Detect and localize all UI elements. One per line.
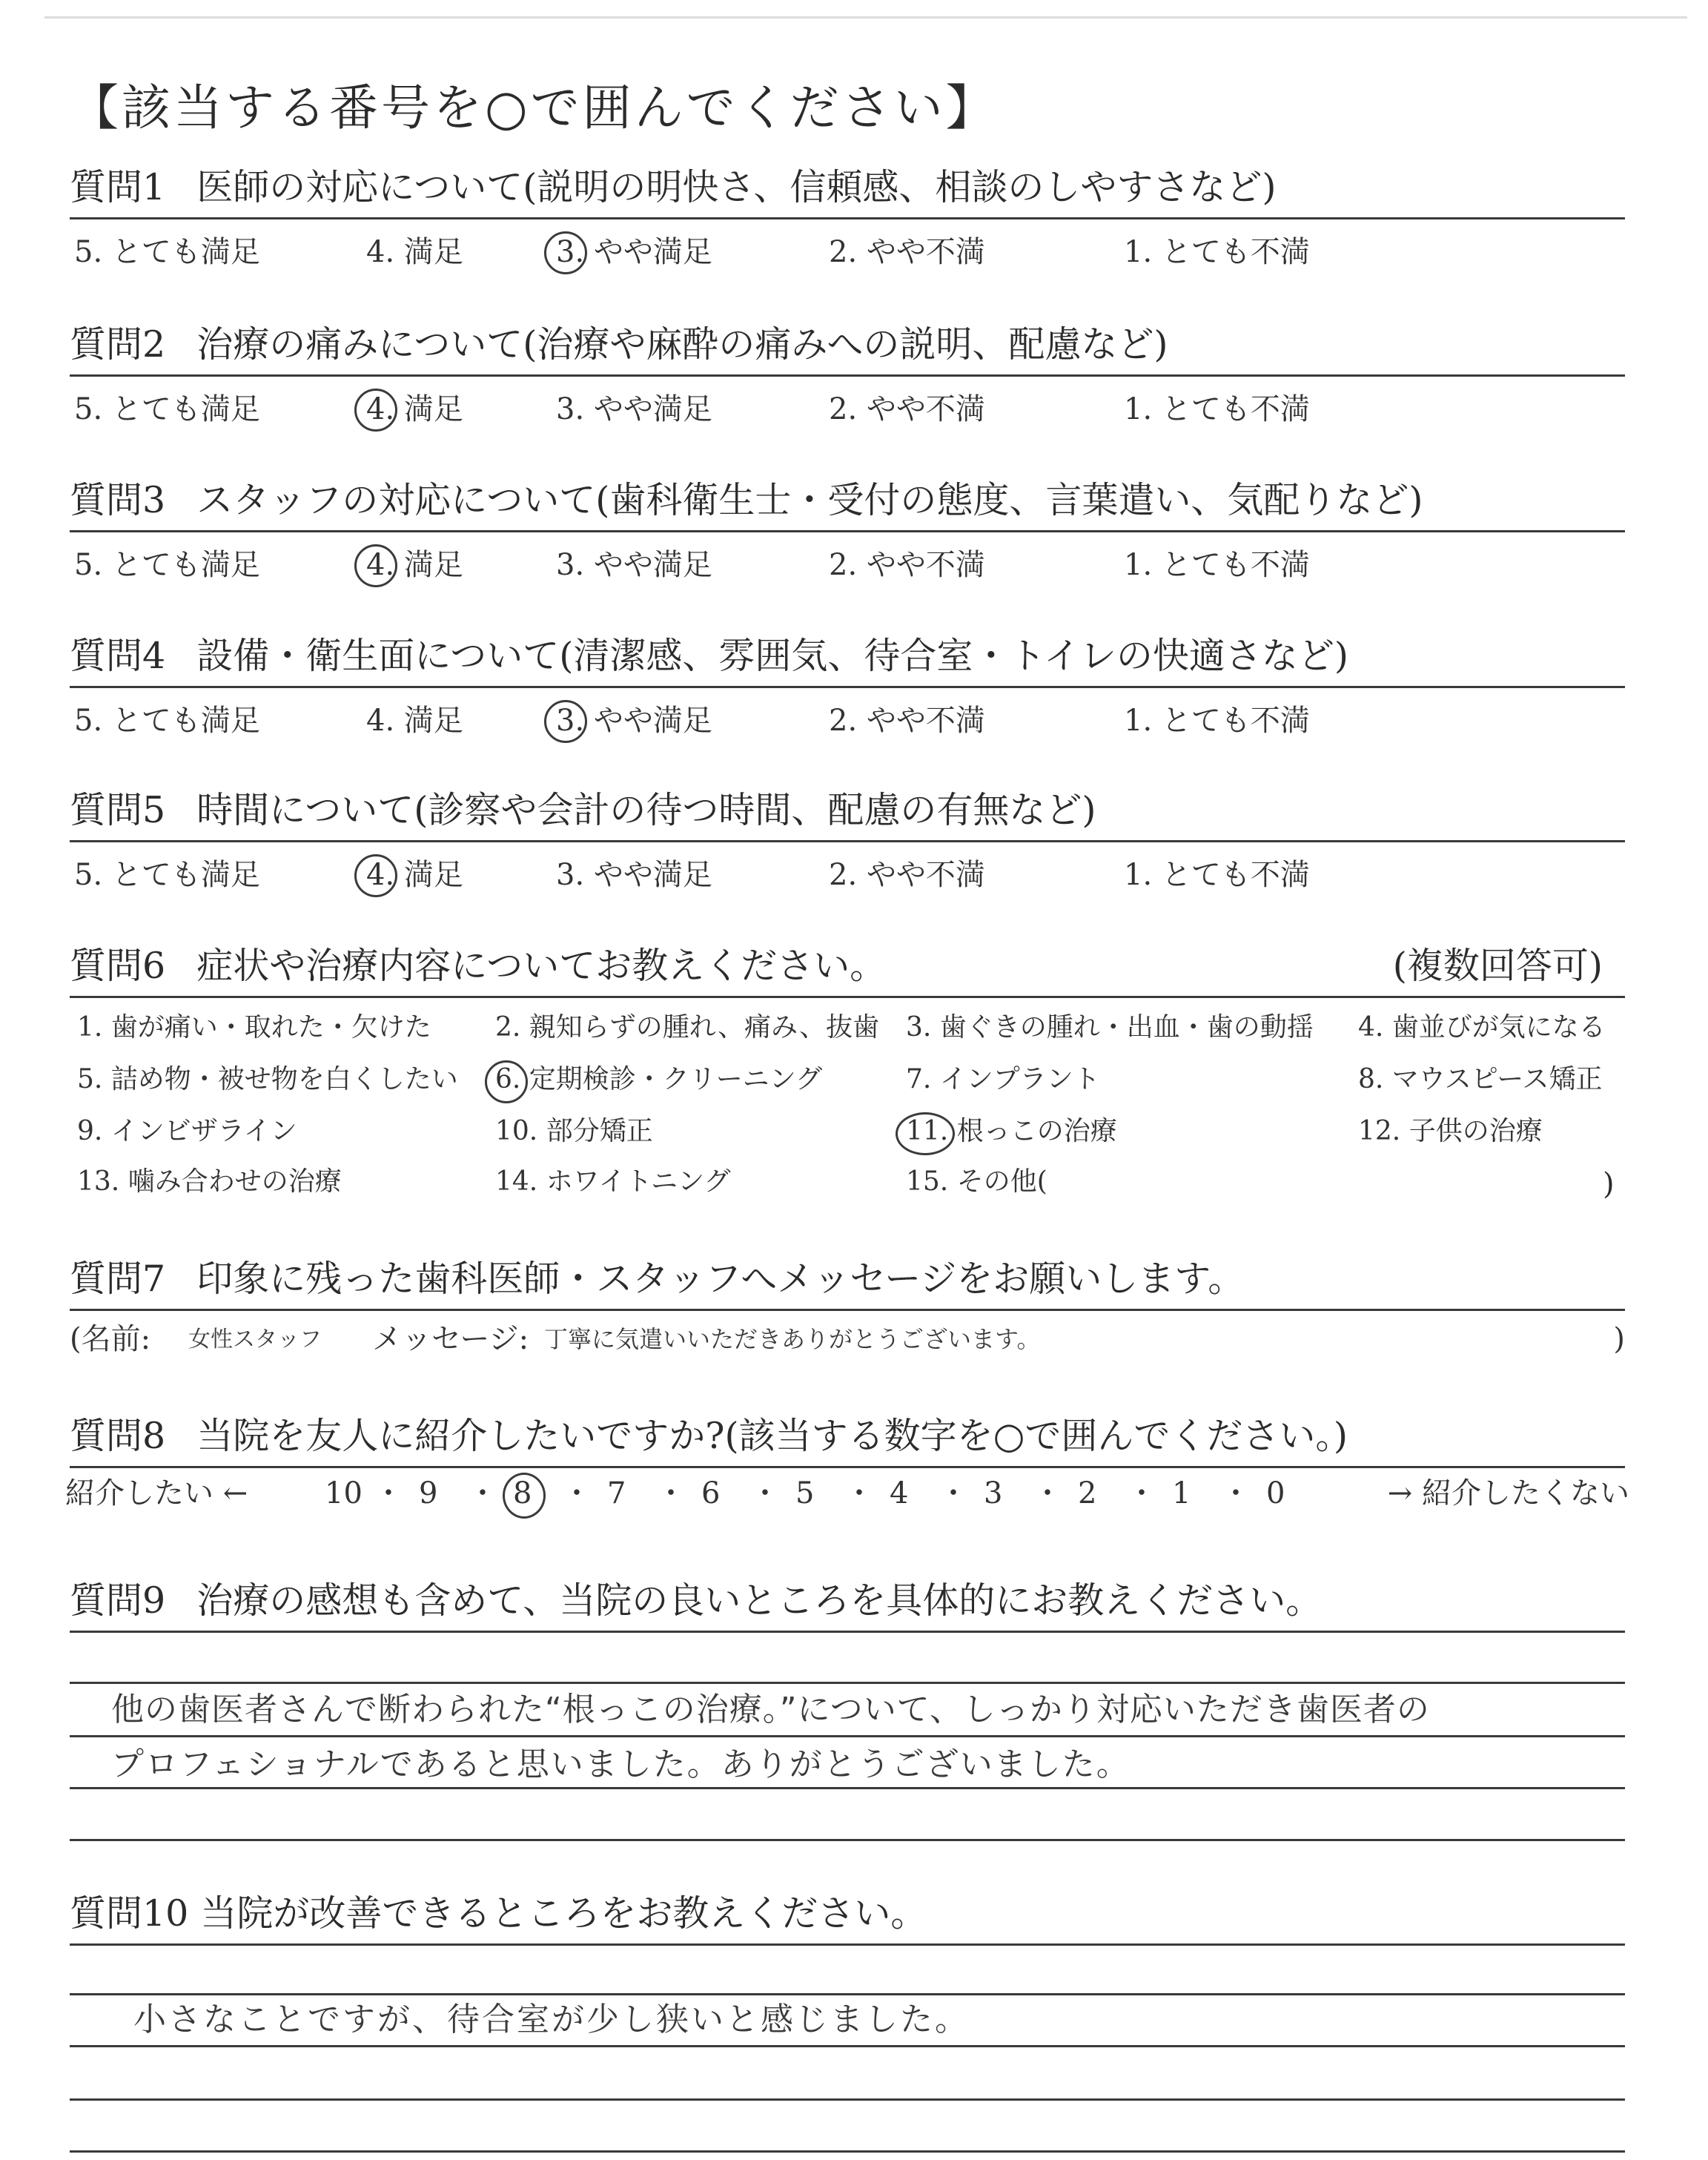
q9-handwritten-line-1[interactable]: 他の歯医者さんで断わられた“根っこの治療。”について、しっかり対応いただき歯医者の [111, 1691, 1430, 1728]
rating-option[interactable]: 1. とても不満 [1124, 858, 1310, 892]
scale-separator: ・ [939, 1476, 968, 1510]
rating-option[interactable]: 2. やや不満 [829, 548, 985, 582]
rating-option[interactable]: 4. 満足 [366, 704, 463, 738]
question-number: 質問4 [70, 635, 166, 677]
referral-scale-row [65, 1476, 1629, 1514]
selected-circle-mark [354, 389, 397, 432]
question-number: 質問3 [70, 479, 166, 521]
referral-score-0[interactable]: 0 [1266, 1476, 1285, 1510]
selected-circle-mark [896, 1112, 955, 1155]
page-title: 【該当する番号を○で囲んでください】 [70, 79, 998, 136]
scale-separator: ・ [468, 1476, 497, 1510]
close-paren: ) [1613, 1322, 1625, 1356]
rating-option[interactable]: 4. 満足 [366, 858, 463, 892]
symptom-option[interactable]: 3. 歯ぐきの腫れ・出血・歯の動揺 [906, 1012, 1314, 1043]
referral-score-1[interactable]: 1 [1172, 1476, 1191, 1510]
symptom-option[interactable]: 13. 噛み合わせの治療 [77, 1166, 342, 1197]
rating-option[interactable]: 3. やや満足 [556, 548, 712, 582]
referral-score-7[interactable]: 7 [607, 1476, 626, 1510]
question-3-heading [70, 479, 1625, 532]
answer-line [70, 2045, 1625, 2047]
question-7-heading [70, 1258, 1625, 1311]
question-text: 治療の痛みについて(治療や麻酔の痛みへの説明、配慮など) [196, 323, 1168, 366]
answer-line [70, 1787, 1625, 1789]
referral-left-label: 紹介したい ← [65, 1476, 248, 1510]
referral-right-label: → 紹介したくない [1387, 1476, 1629, 1510]
rating-option[interactable]: 1. とても不満 [1124, 392, 1310, 426]
question-text: 時間について(診察や会計の待つ時間、配慮の有無など) [196, 789, 1096, 831]
rating-option[interactable]: 5. とても満足 [74, 858, 260, 892]
question-text: 印象に残った歯科医師・スタッフへメッセージをお願いします。 [196, 1258, 1245, 1300]
referral-score-5[interactable]: 5 [795, 1476, 815, 1510]
referral-score-4[interactable]: 4 [890, 1476, 909, 1510]
rating-option[interactable]: 3. やや満足 [556, 704, 712, 738]
symptom-option[interactable]: 8. マウスピース矯正 [1358, 1064, 1603, 1094]
rating-option[interactable]: 2. やや不満 [829, 235, 985, 269]
question-1-options [70, 237, 1478, 271]
question-1-heading [70, 166, 1625, 219]
question-text: 当院が改善できるところをお教えください。 [200, 1892, 927, 1935]
q10-handwritten-line-1[interactable]: 小さなことですが、待合室が少し狭いと感じました。 [133, 2001, 970, 2038]
message-handwritten[interactable]: 丁寧に気遣いいただきありがとうございます。 [544, 1325, 1041, 1353]
other-close-paren: ) [1603, 1167, 1615, 1201]
question-number: 質問1 [70, 166, 166, 208]
question-number: 質問5 [70, 789, 166, 831]
rating-option[interactable]: 1. とても不満 [1124, 235, 1310, 269]
question-4-options [70, 706, 1478, 740]
answer-line [70, 1993, 1625, 1995]
question-3-options [70, 550, 1478, 584]
symptom-option[interactable]: 6. 定期検診・クリーニング [495, 1064, 823, 1094]
rating-option[interactable]: 1. とても不満 [1124, 704, 1310, 738]
rating-option[interactable]: 3. やや満足 [556, 858, 712, 892]
answer-line [70, 1735, 1625, 1737]
question-text: 医師の対応について(説明の明快さ、信頼感、相談のしやすさなど) [196, 166, 1277, 208]
scale-separator: ・ [1127, 1476, 1156, 1510]
selected-circle-mark [544, 700, 587, 743]
answer-line [70, 1839, 1625, 1841]
rating-option[interactable]: 2. やや不満 [829, 392, 985, 426]
question-text: 当院を友人に紹介したいですか?(該当する数字を○で囲んでください。) [196, 1415, 1348, 1457]
symptom-option[interactable]: 5. 詰め物・被せ物を白くしたい [77, 1064, 458, 1094]
rating-option[interactable]: 3. やや満足 [556, 235, 712, 269]
rating-option[interactable]: 5. とても満足 [74, 235, 260, 269]
answer-line [70, 2150, 1625, 2153]
rating-option[interactable]: 5. とても満足 [74, 548, 260, 582]
question-5-options [70, 860, 1478, 894]
question-number: 質問8 [70, 1415, 166, 1457]
referral-score-8[interactable]: 8 [513, 1476, 532, 1510]
question-10-heading [70, 1892, 1625, 1946]
selected-circle-mark [354, 854, 397, 897]
symptom-option[interactable]: 11. 根っこの治療 [906, 1116, 1117, 1146]
rating-option[interactable]: 1. とても不満 [1124, 548, 1310, 582]
scale-separator: ・ [844, 1476, 874, 1510]
selected-circle-mark [544, 231, 587, 274]
message-label: メッセージ: [372, 1322, 529, 1356]
name-label: (名前: [70, 1322, 151, 1356]
referral-score-3[interactable]: 3 [984, 1476, 1003, 1510]
question-text: 設備・衛生面について(清潔感、雰囲気、待合室・トイレの快適さなど) [196, 635, 1348, 677]
rating-option[interactable]: 4. 満足 [366, 392, 463, 426]
question-5-heading [70, 789, 1625, 842]
question-8-heading [70, 1415, 1625, 1468]
rating-option[interactable]: 2. やや不満 [829, 704, 985, 738]
scale-separator: ・ [750, 1476, 780, 1510]
question-2-options [70, 394, 1478, 429]
scale-separator: ・ [562, 1476, 592, 1510]
question-number: 質問7 [70, 1258, 166, 1300]
selected-circle-mark [354, 544, 397, 587]
scale-separator: ・ [1033, 1476, 1062, 1510]
symptom-option[interactable]: 12. 子供の治療 [1358, 1116, 1543, 1146]
question-7-answer-row [70, 1324, 1625, 1357]
question-6-heading [70, 945, 1625, 998]
symptom-option[interactable]: 15. その他( [906, 1166, 1047, 1197]
symptom-option[interactable]: 7. インプラント [906, 1064, 1100, 1094]
referral-score-9[interactable]: 9 [419, 1476, 438, 1510]
referral-score-10[interactable]: 10 [325, 1476, 363, 1510]
question-number: 質問6 [70, 945, 166, 987]
symptom-option[interactable]: 2. 親知らずの腫れ、痛み、抜歯 [495, 1012, 880, 1043]
question-text: 症状や治療内容についてお教えください。 [196, 945, 887, 987]
page-top-rule [44, 16, 1687, 19]
answer-line [70, 1682, 1625, 1684]
rating-option[interactable]: 4. 満足 [366, 548, 463, 582]
question-number: 質問2 [70, 323, 166, 366]
question-text: 治療の感想も含めて、当院の良いところを具体的にお教えください。 [196, 1579, 1323, 1622]
q9-handwritten-line-2[interactable]: プロフェショナルであると思いました。ありがとうございました。 [111, 1745, 1131, 1783]
name-handwritten[interactable]: 女性スタッフ [188, 1327, 322, 1353]
selected-circle-mark [485, 1060, 528, 1103]
answer-line [70, 2098, 1625, 2101]
rating-option[interactable]: 2. やや不満 [829, 858, 985, 892]
question-9-heading [70, 1579, 1625, 1633]
scale-separator: ・ [1221, 1476, 1251, 1510]
scale-separator: ・ [374, 1476, 403, 1510]
symptom-option[interactable]: 9. インビザライン [77, 1116, 297, 1146]
question-number: 質問10 [70, 1892, 189, 1935]
referral-score-6[interactable]: 6 [701, 1476, 721, 1510]
rating-option[interactable]: 3. やや満足 [556, 392, 712, 426]
question-text: スタッフの対応について(歯科衛生士・受付の態度、言葉遣い、気配りなど) [196, 479, 1423, 521]
multiple-answer-note: (複数回答可) [1392, 945, 1603, 987]
scale-separator: ・ [656, 1476, 686, 1510]
symptom-option[interactable]: 14. ホワイトニング [495, 1166, 731, 1197]
question-number: 質問9 [70, 1579, 166, 1622]
referral-score-2[interactable]: 2 [1078, 1476, 1097, 1510]
rating-option[interactable]: 5. とても満足 [74, 704, 260, 738]
question-4-heading [70, 635, 1625, 688]
symptom-option[interactable]: 1. 歯が痛い・取れた・欠けた [77, 1012, 431, 1043]
rating-option[interactable]: 4. 満足 [366, 235, 463, 269]
selected-circle-mark [503, 1473, 546, 1519]
symptom-option[interactable]: 10. 部分矯正 [495, 1116, 653, 1146]
question-2-heading [70, 323, 1625, 377]
symptom-option[interactable]: 4. 歯並びが気になる [1358, 1012, 1606, 1043]
rating-option[interactable]: 5. とても満足 [74, 392, 260, 426]
